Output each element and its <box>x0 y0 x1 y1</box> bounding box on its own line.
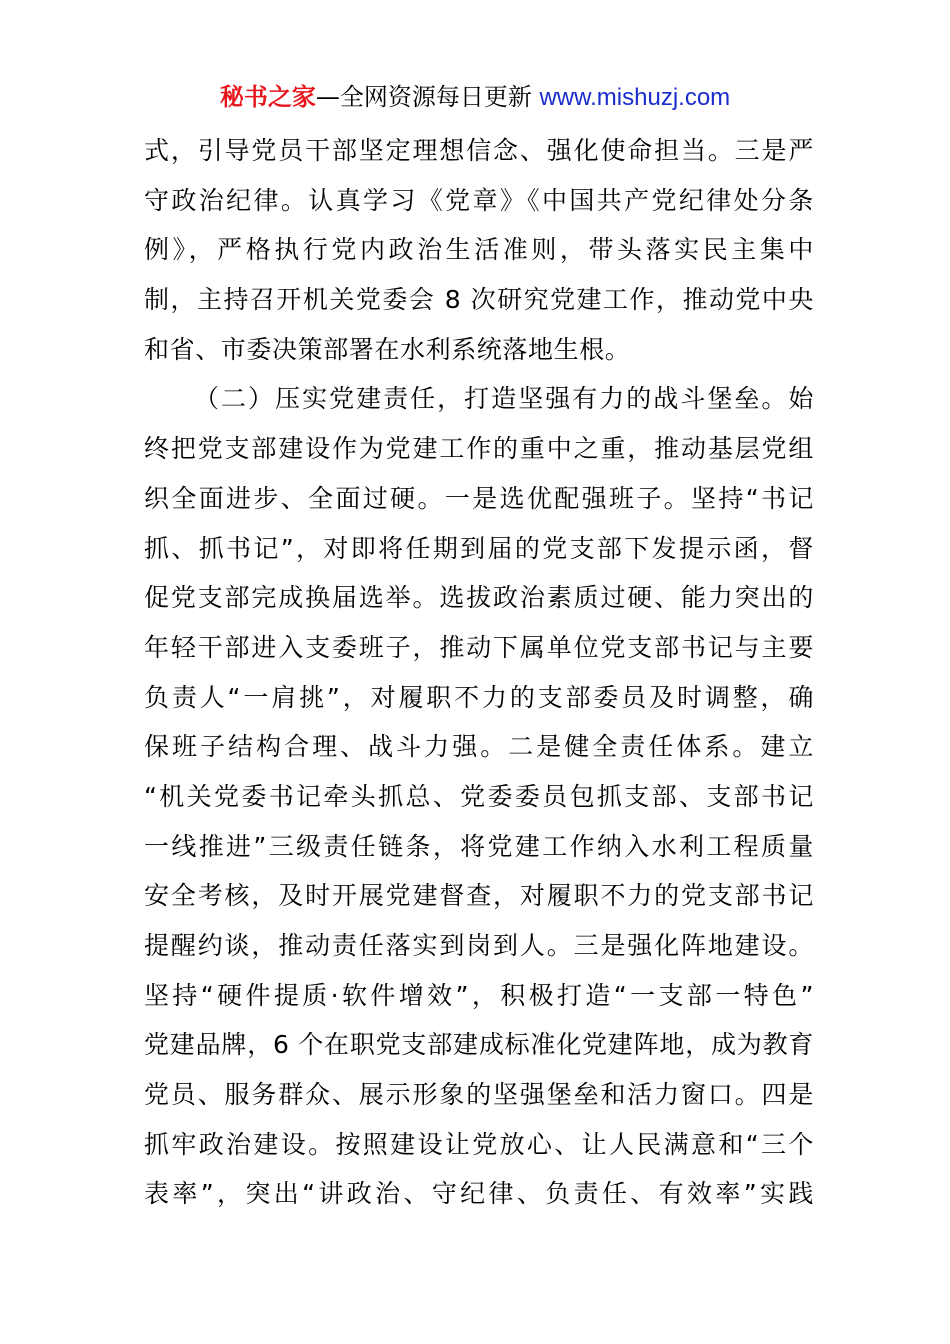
text-line: 例》，严格执行党内政治生活准则，带头落实民主集中 <box>144 235 814 265</box>
text-line: 守政治纪律。认真学习《党章》《中国共产党纪律处分条 <box>144 185 814 215</box>
text-line: 表率”，突出“讲政治、守纪律、负责任、有效率”实践 <box>144 1179 814 1209</box>
text-line: 织全面进步、全面过硬。一是选优配强班子。坚持“书记 <box>144 483 814 513</box>
header-tagline: —全网资源每日更新 <box>315 83 540 111</box>
site-url-link[interactable]: www.mishuzj.com <box>539 84 731 111</box>
text-line: 党建品牌，6 个在职党支部建成标准化党建阵地，成为教育 <box>144 1030 814 1060</box>
text-line: 提醒约谈，推动责任落实到岗到人。三是强化阵地建设。 <box>144 931 814 960</box>
text-line: 坚持“硬件提质·软件增效”，积极打造“一支部一特色” <box>144 980 814 1010</box>
text-line: 年轻干部进入支委班子，推动下属单位党支部书记与主要 <box>144 632 814 662</box>
document-body <box>144 126 814 1219</box>
text-line: 负责人“一肩挑”，对履职不力的支部委员及时调整，确 <box>144 682 814 712</box>
section-heading-line: （二）压实党建责任，打造坚强有力的战斗堡垒。始 <box>194 384 814 414</box>
text-line: “机关党委书记牵头抓总、党委委员包抓支部、支部书记 <box>144 781 814 811</box>
text-line: 式，引导党员干部坚定理想信念、强化使命担当。三是严 <box>144 136 814 165</box>
site-header <box>0 80 950 115</box>
text-line: 保班子结构合理、战斗力强。二是健全责任体系。建立 <box>144 732 814 762</box>
text-line: 党员、服务群众、展示形象的坚强堡垒和活力窗口。四是 <box>144 1080 814 1110</box>
text-line: 抓牢政治建设。按照建设让党放心、让人民满意和“三个 <box>144 1129 814 1159</box>
brand-name: 秘书之家 <box>219 83 316 111</box>
text-line: 安全考核，及时开展党建督查，对履职不力的党支部书记 <box>144 881 814 911</box>
text-line: 和省、市委决策部署在水利系统落地生根。 <box>144 334 631 364</box>
text-line: 一线推进”三级责任链条，将党建工作纳入水利工程质量 <box>144 831 814 861</box>
text-line: 促党支部完成换届选举。选拔政治素质过硬、能力突出的 <box>144 583 814 613</box>
text-line: 制，主持召开机关党委会 8 次研究党建工作，推动党中央 <box>144 285 814 315</box>
text-line: 终把党支部建设作为党建工作的重中之重，推动基层党组 <box>144 434 814 464</box>
text-line: 抓、抓书记”，对即将任期到届的党支部下发提示函，督 <box>144 533 814 563</box>
